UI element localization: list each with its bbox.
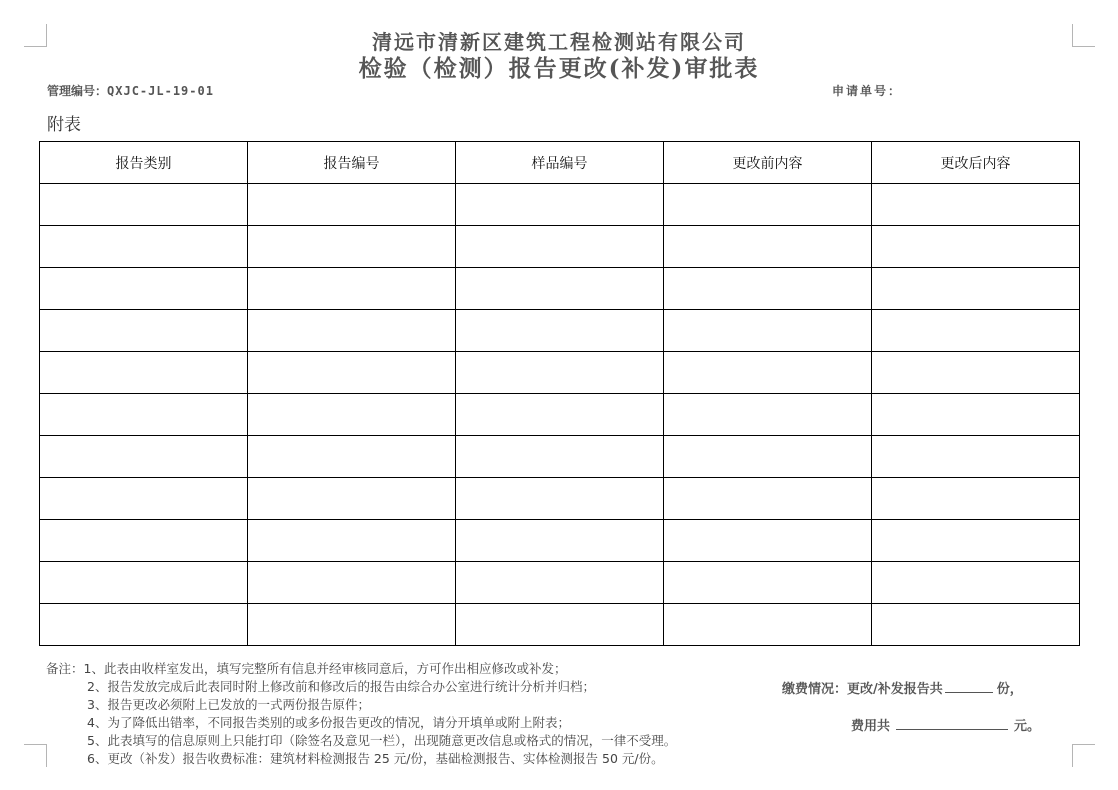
table-cell — [872, 184, 1080, 226]
table-cell — [872, 478, 1080, 520]
table-cell — [40, 184, 248, 226]
table-cell — [248, 520, 456, 562]
table-cell — [248, 268, 456, 310]
fee-total-label: 费用共 — [851, 719, 891, 734]
crop-mark-bottom-right — [1072, 744, 1095, 767]
table-cell — [872, 226, 1080, 268]
table-cell — [40, 268, 248, 310]
table-cell — [248, 604, 456, 646]
table-header-row — [40, 142, 1080, 184]
table-cell — [40, 478, 248, 520]
table-cell — [872, 562, 1080, 604]
table-row — [40, 184, 1080, 226]
column-header-report-type: 报告类别 — [40, 142, 248, 184]
table-row — [40, 562, 1080, 604]
table-cell — [40, 604, 248, 646]
table-cell — [456, 352, 664, 394]
table-cell — [40, 310, 248, 352]
table-cell — [40, 352, 248, 394]
table-cell — [664, 520, 872, 562]
crop-mark-bottom-left — [24, 744, 47, 767]
table-cell — [456, 268, 664, 310]
column-header-content-before: 更改前内容 — [664, 142, 872, 184]
note-item: 2、报告发放完成后此表同时附上修改前和修改后的报告由综合办公室进行统计分析并归档； — [87, 679, 595, 694]
column-header-report-number: 报告编号 — [248, 142, 456, 184]
fee-total-unit: 元。 — [1014, 719, 1041, 734]
table-cell — [456, 604, 664, 646]
note-item: 备注：1、此表由收样室发出，填写完整所有信息并经审核同意后，方可作出相应修改或补发； — [46, 661, 567, 676]
table-cell — [40, 394, 248, 436]
table-cell — [664, 436, 872, 478]
table-cell — [248, 226, 456, 268]
table-row — [40, 310, 1080, 352]
table-row — [40, 478, 1080, 520]
table-cell — [40, 520, 248, 562]
table-cell — [664, 310, 872, 352]
note-item: 5、此表填写的信息原则上只能打印（除签名及意见一栏），出现随意更改信息或格式的情况，一律不受理。 — [87, 733, 677, 748]
table-row — [40, 352, 1080, 394]
fee-status-unit: 份， — [996, 682, 1023, 697]
table-cell — [456, 394, 664, 436]
notes-section — [46, 660, 676, 768]
table-cell — [664, 184, 872, 226]
table-cell — [248, 352, 456, 394]
table-cell — [40, 436, 248, 478]
management-number-label: 管理编号： — [47, 84, 108, 98]
form-title: 检验（检测）报告更改(补发)审批表 — [358, 55, 760, 82]
table-cell — [456, 562, 664, 604]
report-count-blank — [945, 680, 993, 693]
table-cell — [872, 394, 1080, 436]
table-cell — [664, 394, 872, 436]
fee-status-label: 缴费情况：更改/补发报告共 — [782, 682, 943, 697]
table-cell — [872, 604, 1080, 646]
table-cell — [456, 436, 664, 478]
table-row — [40, 520, 1080, 562]
table-cell — [456, 520, 664, 562]
application-number-label: 申请单号： — [832, 84, 903, 98]
table-cell — [872, 268, 1080, 310]
table-row — [40, 604, 1080, 646]
table-cell — [872, 436, 1080, 478]
table-cell — [248, 184, 456, 226]
table-cell — [456, 184, 664, 226]
table-cell — [456, 226, 664, 268]
table-cell — [248, 310, 456, 352]
fee-total — [851, 715, 1040, 734]
table-cell — [40, 226, 248, 268]
company-name: 清远市清新区建筑工程检测站有限公司 — [372, 30, 746, 54]
table-cell — [40, 562, 248, 604]
table-cell — [664, 352, 872, 394]
table-body — [40, 184, 1080, 646]
table-cell — [664, 268, 872, 310]
column-header-content-after: 更改后内容 — [872, 142, 1080, 184]
note-item: 6、更改（补发）报告收费标准：建筑材料检测报告 25 元/份，基础检测报告、实体检测报告 50 元/份。 — [87, 751, 664, 766]
table-cell — [664, 604, 872, 646]
table-cell — [248, 562, 456, 604]
fee-amount-blank — [896, 717, 1008, 730]
table-row — [40, 436, 1080, 478]
management-number-value: QXJC-JL-19-01 — [107, 84, 214, 98]
table-cell — [872, 352, 1080, 394]
note-item: 3、报告更改必须附上已发放的一式两份报告原件； — [87, 697, 370, 712]
table-cell — [664, 226, 872, 268]
notes-prefix: 备注： — [46, 661, 84, 676]
table-cell — [872, 310, 1080, 352]
change-table — [39, 141, 1080, 646]
table-cell — [664, 562, 872, 604]
table-cell — [456, 478, 664, 520]
note-item: 4、为了降低出错率，不同报告类别的或多份报告更改的情况，请分开填单或附上附表； — [87, 715, 570, 730]
table-row — [40, 394, 1080, 436]
management-number — [47, 82, 214, 99]
column-header-sample-number: 样品编号 — [456, 142, 664, 184]
table-cell — [248, 478, 456, 520]
table-cell — [872, 520, 1080, 562]
table-cell — [664, 478, 872, 520]
attachment-label: 附表 — [47, 115, 81, 135]
table-row — [40, 268, 1080, 310]
table-cell — [248, 394, 456, 436]
table-row — [40, 226, 1080, 268]
table-cell — [456, 310, 664, 352]
fee-status — [782, 678, 1023, 697]
table-cell — [248, 436, 456, 478]
